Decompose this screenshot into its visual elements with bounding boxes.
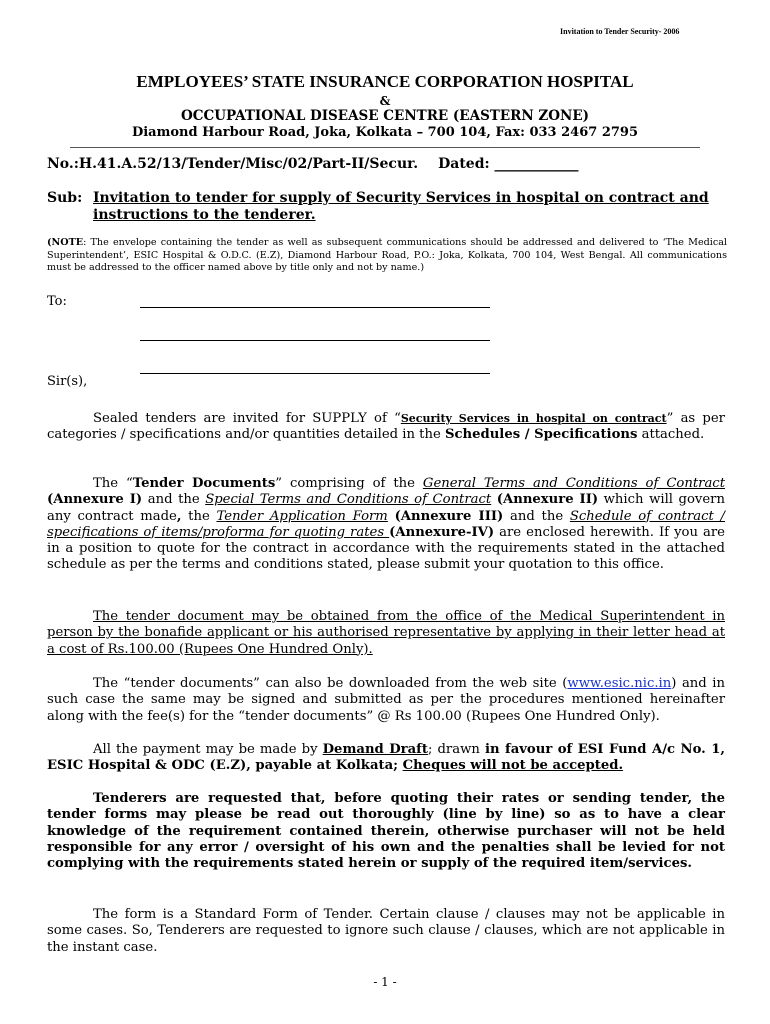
text-run: attached. [637, 427, 705, 443]
text-run: The form is a Standard Form of Tender. Certain clause / clauses may not be applicable in some cases. So, Tenderers are requested to ignore such clause / clauses, which are not applicable in the instant case. [47, 907, 725, 955]
text-run: The “ [93, 476, 133, 491]
text-run: and the [142, 492, 206, 508]
text-run: (Annexure-IV) [389, 524, 495, 540]
centre-title: OCCUPATIONAL DISEASE CENTRE (EASTERN ZONE) [180, 108, 590, 124]
annexure-4-title: Schedule of contract / specifications of items/proforma for quoting rates [47, 508, 725, 540]
cheque-warning: Cheques will not be accepted. [402, 758, 624, 774]
annexure-3-title: Tender Application Form [216, 508, 388, 524]
note-text: : The envelope containing the tender as well as subsequent communications should be addressed and delivered to ‘The Medical Superintendent’, ESIC Hospital & O.D.C. (E.Z), Diamond Harbour Road, P.O.: Joka, Kolkata, 700 104, West Bengal. All communications must be addressed to the officer named above by title only and not by name.) [47, 237, 727, 273]
reference-line [47, 156, 579, 172]
reference-number: No.:H.41.A.52/13/Tender/Misc/02/Part-II/Secur. [47, 156, 419, 172]
paragraph-download [47, 676, 725, 725]
text-run: Tender Documents [132, 476, 276, 491]
address-line: Diamond Harbour Road, Joka, Kolkata – 700 104, Fax: 033 2467 2795 [131, 125, 639, 140]
text-run: , [176, 508, 182, 524]
running-header: Invitation to Tender Security- 2006 [560, 27, 680, 36]
paragraph-tenderer-warning [47, 791, 725, 872]
organization-title: EMPLOYEES’ STATE INSURANCE CORPORATION HOSPITAL [136, 72, 634, 91]
to-label: To: [47, 294, 67, 309]
text-run: and the [503, 508, 570, 524]
text-run: ” comprising of the [275, 476, 423, 491]
text-run: ) and in such case the same may be signed and submitted as per the procedures mentioned hereinafter along with the fee(s) for the “tender documents” @ Rs 100.00 (Rupees One Hundred Only). [47, 676, 725, 724]
paragraph-payment [47, 742, 725, 775]
text-run: the [181, 508, 217, 524]
text-run: (Annexure III) [394, 508, 504, 524]
schedules-ref: Schedules / Specifications [444, 427, 638, 443]
note-paragraph [47, 237, 727, 275]
text-run: All the payment may be made by [93, 742, 323, 757]
text-run: (Annexure II) [496, 492, 599, 508]
paragraph-tender-documents [47, 476, 725, 574]
paragraph-invitation [47, 411, 725, 444]
salutation: Sir(s), [47, 374, 88, 389]
paragraph-standard-form [47, 907, 725, 956]
text-run: Tenderers are requested that, before quoting their rates or sending tender, the tender forms may please be read out thoroughly (line by line) so as to have a clear knowledge of the requirement contained therein, otherwise purchaser will not be held responsible for any error / oversight of his own and the penalties shall be levied for not complying with the requirements stated herein or supply of the required item/services. [47, 791, 725, 872]
demand-draft: Demand Draft [322, 742, 428, 757]
subject-label: Sub: [47, 190, 83, 206]
address-blank-line [140, 340, 490, 341]
text-run: ; drawn [427, 742, 485, 757]
text-run: in favour of ESI Fund A/c No. 1, ESIC Hospital & ODC (E.Z), payable at Kolkata; [47, 742, 726, 774]
annexure-2-title: Special Terms and Conditions of Contract [205, 492, 492, 508]
annexure-1-title: General Terms and Conditions of Contract [422, 476, 725, 491]
paragraph-obtain-document [47, 609, 725, 658]
website-link[interactable]: www.esic.nic.in [567, 676, 672, 691]
page-number: - 1 - [373, 975, 397, 989]
dated-field: Dated: ____________ [438, 156, 579, 172]
note-label: (NOTE [47, 237, 84, 248]
text-run: The tender document may be obtained from the office of the Medical Superintendent in person by the bonafide applicant or his authorised representative by applying in their letter head at a cost of Rs.100.00 (Rupees One Hundred Only). [47, 609, 725, 657]
text-run: are enclosed herewith. If you are in a position to quote for the contract in accordance with the requirements stated in the attached schedule as per the terms and conditions stated, please submit your quotation to this office. [47, 524, 725, 573]
ampersand: & [379, 94, 391, 108]
text-run: Sealed tenders are invited for SUPPLY of “ [93, 411, 401, 426]
text-run: ” as per categories / specifications and/or quantities detailed in the [47, 411, 725, 443]
header-divider [70, 147, 700, 148]
text-run: The “tender documents” can also be downloaded from the web site ( [93, 676, 568, 691]
subject-text: Invitation to tender for supply of Security Services in hospital on contract and instructions to the tenderer. [93, 190, 709, 223]
text-run: (Annexure I) [47, 492, 143, 508]
address-blank-line [140, 373, 490, 374]
address-blank-line [140, 307, 490, 308]
service-name: Security Services in hospital on contract [400, 412, 667, 425]
text-run: which will govern any contract made [47, 492, 725, 524]
